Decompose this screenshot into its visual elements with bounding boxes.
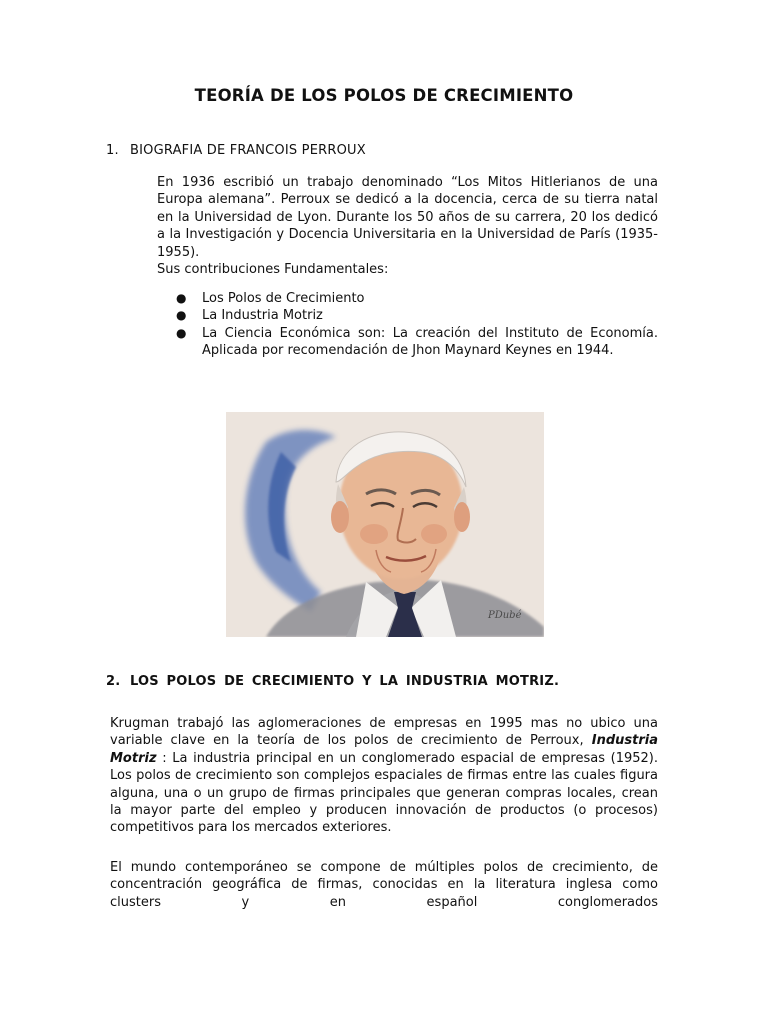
list-item: ● Los Polos de Crecimiento (176, 291, 365, 306)
industria-motriz-term: Industria Motriz (110, 733, 658, 766)
section-1-heading-text: BIOGRAFIA DE FRANCOIS PERROUX (130, 143, 366, 158)
section-2-number: 2. (106, 674, 121, 689)
section-1-heading (106, 143, 366, 158)
artist-signature: PDubé (488, 610, 522, 621)
section-2-paragraph-1: Krugman trabajó las aglomeraciones de empresas en 1995 mas no ubico una variable clave en la teoría de los polos de crecimiento de Perroux, Industria Motriz : La industria principal en un conglomerado espacial de empresas (1952). Los polos de crecimiento son complejos espaciales de firmas entre las cuales figura alguna, una o un grupo de firmas principales que generan compras locales, crean la mayor parte del empleo y producen innovación de productos (o procesos) competitivos para los mercados exteriores. (110, 716, 658, 836)
document-title: TEORÍA DE LOS POLOS DE CRECIMIENTO (194, 86, 574, 105)
bullet-icon: ● (176, 308, 187, 323)
bullet-icon: ● (176, 325, 187, 340)
section-2-heading (106, 674, 559, 689)
bullet-icon: ● (176, 291, 187, 305)
biography-text: En 1936 escribió un trabajo denominado “Los Mitos Hitlerianos de una Europa alemana”. Perroux se dedicó a la docencia, cerca de su tierra natal en la Universidad de Lyon. Durante los 50 años de su carrera, 20 los dedicó a la Investigación y Docencia Universitaria en la Universidad de París (1935-1955). (157, 175, 658, 260)
perroux-portrait-image (226, 412, 544, 637)
section-1-paragraph (157, 174, 658, 278)
section-2-heading-text: LOS POLOS DE CRECIMIENTO Y LA INDUSTRIA MOTRIZ. (130, 674, 560, 689)
list-item: ● La Industria Motriz (176, 308, 323, 324)
list-item: ● La Ciencia Económica son: La creación del Instituto de Economía. Aplicada por recomendación de Jhon Maynard Keynes en 1944. (176, 325, 658, 359)
contributions-list (176, 290, 658, 360)
section-1-number: 1. (106, 143, 119, 158)
section-2-paragraph-2: El mundo contemporáneo se compone de múltiples polos de crecimiento, de concentración geográfica de firmas, conocidas en la literatura inglesa como clusters y en español conglomerados (110, 860, 658, 910)
contributions-label: Sus contribuciones Fundamentales: (157, 262, 389, 278)
